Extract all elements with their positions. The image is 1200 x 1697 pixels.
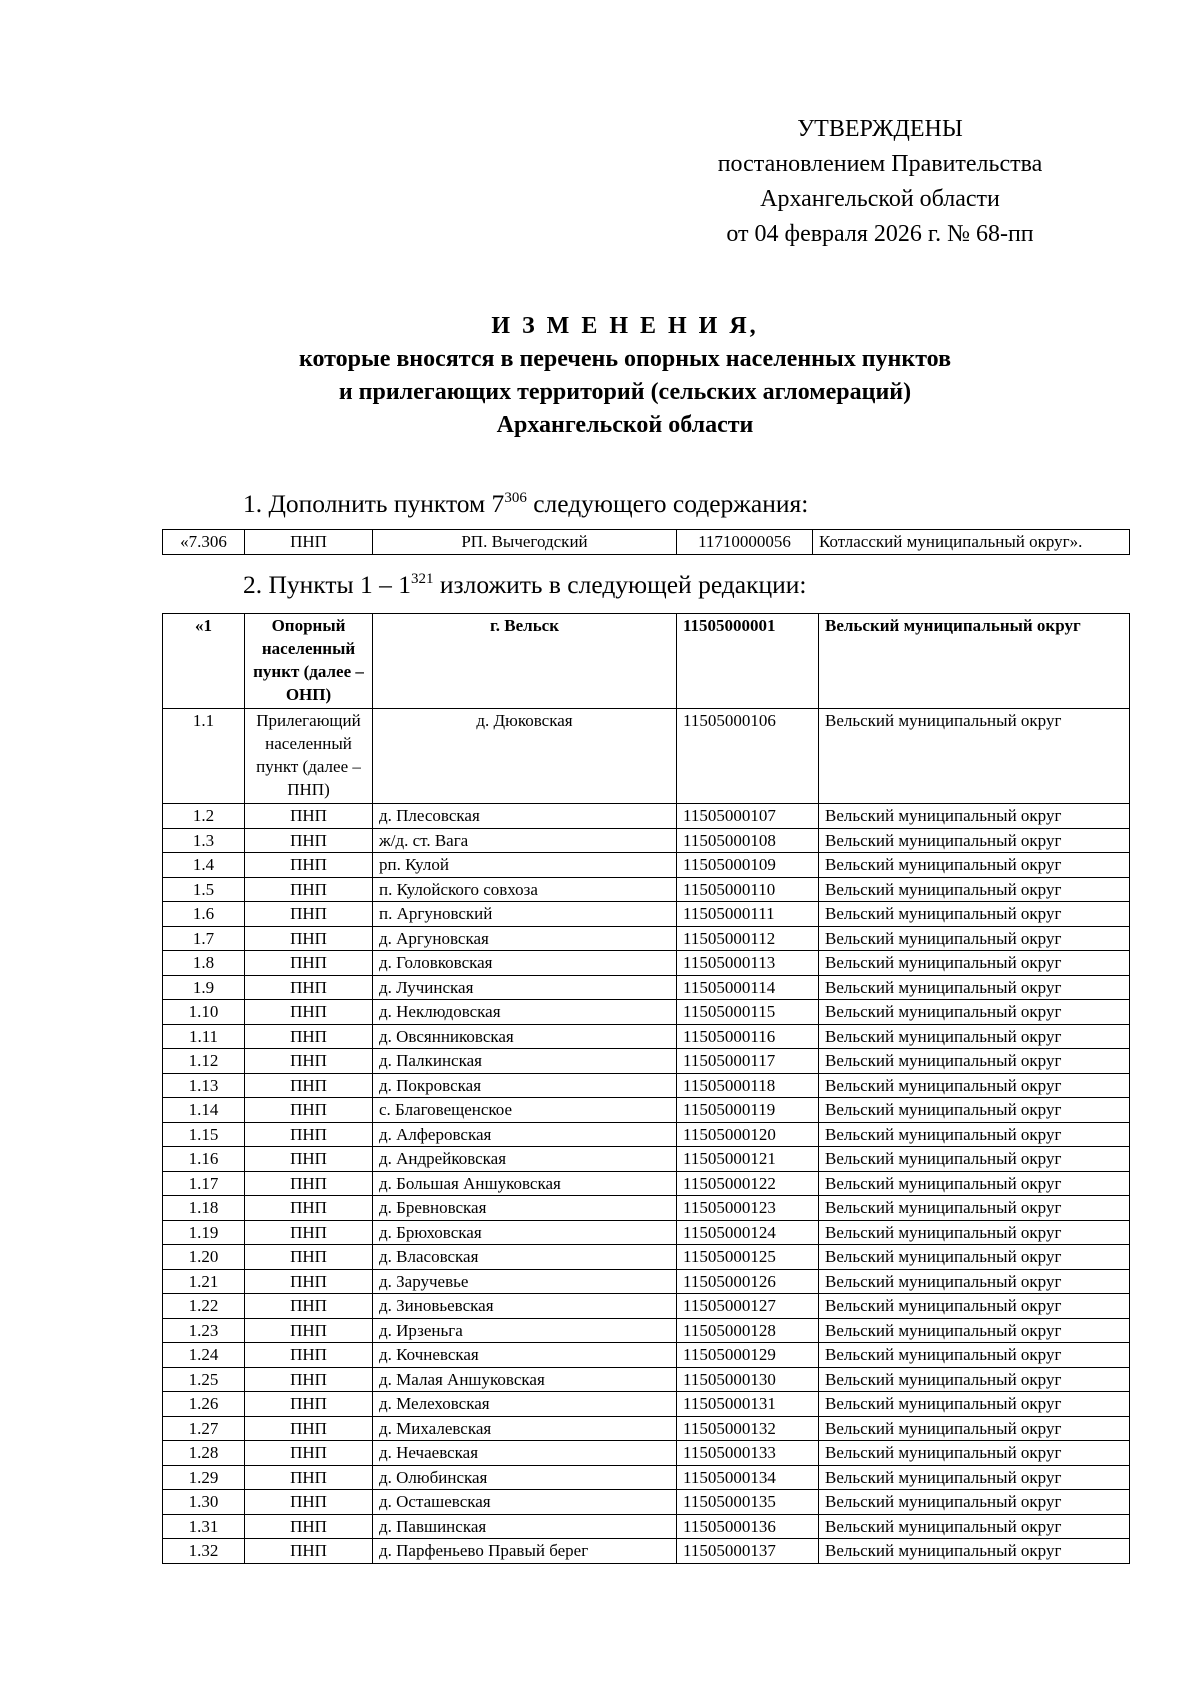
cell-settlement: д. Алферовская (373, 1122, 677, 1147)
item-2-text-before: 2. Пункты 1 – 1 (243, 570, 412, 599)
cell-district: Вельский муниципальный округ (819, 1392, 1130, 1417)
cell-district: Вельский муниципальный округ (819, 951, 1130, 976)
cell-district: Вельский муниципальный округ (819, 1294, 1130, 1319)
table-row (163, 804, 1130, 829)
cell-settlement: д. Малая Аншуковская (373, 1367, 677, 1392)
cell-code: 11505000108 (677, 828, 819, 853)
document-title (160, 310, 1090, 442)
cell-code: 11505000106 (677, 709, 819, 804)
cell-district: Вельский муниципальный округ (819, 828, 1130, 853)
cell-number: 1.12 (163, 1049, 245, 1074)
table-row (163, 1245, 1130, 1270)
cell-number: 1.26 (163, 1392, 245, 1417)
cell-number: 1.28 (163, 1441, 245, 1466)
cell-settlement: д. Покровская (373, 1073, 677, 1098)
cell-code: 11505000117 (677, 1049, 819, 1074)
cell-number: 1.13 (163, 1073, 245, 1098)
cell-number: 1.4 (163, 853, 245, 878)
cell-type: ПНП (245, 1073, 373, 1098)
cell-district: Вельский муниципальный округ (819, 1269, 1130, 1294)
cell-code: 11505000133 (677, 1441, 819, 1466)
table-row (163, 1171, 1130, 1196)
item-1-text (243, 489, 808, 519)
table-row (163, 1073, 1130, 1098)
title-line-2: которые вносятся в перечень опорных населенных пунктов (298, 346, 952, 372)
cell-number: 1.25 (163, 1367, 245, 1392)
cell-number: 1.10 (163, 1000, 245, 1025)
approval-block (660, 112, 1100, 252)
cell-district: Вельский муниципальный округ (819, 853, 1130, 878)
cell-district: Вельский муниципальный округ (819, 1416, 1130, 1441)
cell-code: 11505000110 (677, 877, 819, 902)
cell-number: 1.5 (163, 877, 245, 902)
cell-type: ПНП (245, 1171, 373, 1196)
cell-settlement: д. Головковская (373, 951, 677, 976)
item-1-text-after: следующего содержания: (526, 489, 809, 518)
cell-number: 1.11 (163, 1024, 245, 1049)
cell-type: ПНП (245, 1000, 373, 1025)
cell-settlement: д. Плесовская (373, 804, 677, 829)
cell-type: ПНП (245, 1024, 373, 1049)
cell-code: 11505000126 (677, 1269, 819, 1294)
cell-code: 11505000109 (677, 853, 819, 878)
cell-type: ПНП (245, 975, 373, 1000)
table-row (163, 828, 1130, 853)
table-row (163, 709, 1130, 804)
item-2-text-after: изложить в следующей редакции: (433, 570, 807, 599)
cell-code: 11505000115 (677, 1000, 819, 1025)
cell-code: 11505000107 (677, 804, 819, 829)
cell-type: ПНП (245, 1392, 373, 1417)
approval-line-2: постановлением Правительства (717, 151, 1043, 177)
cell-district: Вельский муниципальный округ (819, 1098, 1130, 1123)
cell-type: ПНП (245, 1343, 373, 1368)
approval-line-1: УТВЕРЖДЕНЫ (797, 116, 963, 142)
cell-number: 1.27 (163, 1416, 245, 1441)
table-row (163, 1392, 1130, 1417)
cell-code: 11505000111 (677, 902, 819, 927)
cell-settlement: д. Палкинская (373, 1049, 677, 1074)
cell-settlement: д. Ирзеньга (373, 1318, 677, 1343)
cell-type: ПНП (245, 853, 373, 878)
cell-settlement: д. Михалевская (373, 1416, 677, 1441)
item-1-superscript: 306 (504, 490, 527, 506)
cell-number: 1.6 (163, 902, 245, 927)
cell-number: 1.22 (163, 1294, 245, 1319)
cell-code: 11505000125 (677, 1245, 819, 1270)
cell-code: 11505000137 (677, 1539, 819, 1564)
table-row (163, 951, 1130, 976)
cell-code: 11505000132 (677, 1416, 819, 1441)
cell-number: 1.23 (163, 1318, 245, 1343)
cell-type: ПНП (245, 1539, 373, 1564)
cell-code: 11505000120 (677, 1122, 819, 1147)
cell-type: ПНП (245, 1318, 373, 1343)
title-line-4: Архангельской области (496, 412, 754, 438)
cell-type: ПНП (245, 1465, 373, 1490)
cell-district: Вельский муниципальный округ (819, 877, 1130, 902)
table-row (163, 1539, 1130, 1564)
cell-code: 11505000136 (677, 1514, 819, 1539)
cell-settlement: д. Лучинская (373, 975, 677, 1000)
cell-number: 1.29 (163, 1465, 245, 1490)
cell-settlement: д. Власовская (373, 1245, 677, 1270)
table-row (163, 1269, 1130, 1294)
table-row (163, 530, 1130, 555)
table-row (163, 1147, 1130, 1172)
cell-type: ПНП (245, 1367, 373, 1392)
cell-settlement: д. Мелеховская (373, 1392, 677, 1417)
cell-district: Вельский муниципальный округ (819, 1024, 1130, 1049)
cell-code: 11505000129 (677, 1343, 819, 1368)
cell-district: Вельский муниципальный округ (819, 1147, 1130, 1172)
cell-district: Вельский муниципальный округ (819, 1122, 1130, 1147)
cell-district: Вельский муниципальный округ (819, 1490, 1130, 1515)
cell-code: 11710000056 (677, 530, 813, 555)
cell-code: 11505000127 (677, 1294, 819, 1319)
cell-type: ПНП (245, 1122, 373, 1147)
cell-district: Вельский муниципальный округ (819, 804, 1130, 829)
cell-district: Вельский муниципальный округ (819, 1000, 1130, 1025)
cell-type: ПНП (245, 1294, 373, 1319)
cell-type: ПНП (245, 902, 373, 927)
cell-settlement: д. Заручевье (373, 1269, 677, 1294)
cell-number: 1.3 (163, 828, 245, 853)
cell-settlement: д. Андрейковская (373, 1147, 677, 1172)
item-1-text-before: 1. Дополнить пунктом 7 (243, 489, 505, 518)
cell-code: 11505000128 (677, 1318, 819, 1343)
table-row (163, 1294, 1130, 1319)
cell-code: 11505000118 (677, 1073, 819, 1098)
table-row (163, 1000, 1130, 1025)
cell-number: 1.15 (163, 1122, 245, 1147)
cell-number: 1.17 (163, 1171, 245, 1196)
cell-settlement: п. Аргуновский (373, 902, 677, 927)
cell-code: 11505000112 (677, 926, 819, 951)
cell-number: 1.21 (163, 1269, 245, 1294)
table-row (163, 1098, 1130, 1123)
cell-district: Вельский муниципальный округ (819, 902, 1130, 927)
table-row (163, 1196, 1130, 1221)
cell-number: 1.20 (163, 1245, 245, 1270)
cell-settlement: д. Неклюдовская (373, 1000, 677, 1025)
cell-district: Вельский муниципальный округ (819, 1220, 1130, 1245)
cell-district: Вельский муниципальный округ (819, 975, 1130, 1000)
cell-type: ПНП (245, 1049, 373, 1074)
cell-settlement: с. Благовещенское (373, 1098, 677, 1123)
cell-district: Вельский муниципальный округ (819, 1245, 1130, 1270)
cell-district: Вельский муниципальный округ (819, 614, 1130, 709)
cell-settlement: д. Брюховская (373, 1220, 677, 1245)
cell-code: 11505000113 (677, 951, 819, 976)
cell-settlement: д. Овсянниковская (373, 1024, 677, 1049)
cell-number: 1.8 (163, 951, 245, 976)
cell-number: 1.2 (163, 804, 245, 829)
cell-code: 11505000135 (677, 1490, 819, 1515)
cell-number: 1.19 (163, 1220, 245, 1245)
cell-code: 11505000114 (677, 975, 819, 1000)
cell-type: ПНП (245, 530, 373, 555)
cell-type: ПНП (245, 804, 373, 829)
cell-settlement: г. Вельск (373, 614, 677, 709)
cell-district: Вельский муниципальный округ (819, 1441, 1130, 1466)
table-row (163, 1049, 1130, 1074)
cell-number: 1.24 (163, 1343, 245, 1368)
cell-type: ПНП (245, 1196, 373, 1221)
cell-settlement: д. Кочневская (373, 1343, 677, 1368)
cell-settlement: д. Олюбинская (373, 1465, 677, 1490)
cell-district: Вельский муниципальный округ (819, 1343, 1130, 1368)
table-row (163, 1122, 1130, 1147)
table-row (163, 1318, 1130, 1343)
cell-number: 1.7 (163, 926, 245, 951)
cell-number: 1.16 (163, 1147, 245, 1172)
cell-settlement: д. Нечаевская (373, 1441, 677, 1466)
cell-settlement: д. Дюковская (373, 709, 677, 804)
cell-code: 11505000124 (677, 1220, 819, 1245)
table-row (163, 1465, 1130, 1490)
cell-type: ПНП (245, 1245, 373, 1270)
table-row (163, 877, 1130, 902)
cell-type: ПНП (245, 1220, 373, 1245)
cell-code: 11505000122 (677, 1171, 819, 1196)
table-row (163, 614, 1130, 709)
table-row (163, 1416, 1130, 1441)
cell-type: ПНП (245, 926, 373, 951)
table-row (163, 926, 1130, 951)
approval-line-4: от 04 февраля 2026 г. № 68-пп (726, 221, 1034, 247)
cell-type: ПНП (245, 1269, 373, 1294)
cell-type: ПНП (245, 1147, 373, 1172)
item-2-superscript: 321 (411, 571, 434, 587)
cell-number: 1.14 (163, 1098, 245, 1123)
title-line-3: и прилегающих территорий (сельских агломераций) (338, 379, 912, 405)
cell-type: ПНП (245, 1416, 373, 1441)
cell-settlement: д. Павшинская (373, 1514, 677, 1539)
cell-type: ПНП (245, 951, 373, 976)
cell-type: ПНП (245, 828, 373, 853)
cell-type: Опорный населенный пункт (далее – ОНП) (245, 614, 373, 709)
cell-district: Вельский муниципальный округ (819, 1196, 1130, 1221)
cell-district: Вельский муниципальный округ (819, 1539, 1130, 1564)
cell-district: Вельский муниципальный округ (819, 709, 1130, 804)
table-row (163, 1220, 1130, 1245)
cell-number: «7.306 (163, 530, 245, 555)
cell-type: Прилегающий населенный пункт (далее – ПНП) (245, 709, 373, 804)
cell-district: Вельский муниципальный округ (819, 926, 1130, 951)
cell-settlement: д. Бревновская (373, 1196, 677, 1221)
cell-number: 1.32 (163, 1539, 245, 1564)
cell-settlement: рп. Кулой (373, 853, 677, 878)
cell-code: 11505000134 (677, 1465, 819, 1490)
cell-district: Вельский муниципальный округ (819, 1318, 1130, 1343)
table-row (163, 1514, 1130, 1539)
table-row (163, 975, 1130, 1000)
cell-type: ПНП (245, 1490, 373, 1515)
cell-district: Вельский муниципальный округ (819, 1514, 1130, 1539)
cell-type: ПНП (245, 1098, 373, 1123)
table-row (163, 1343, 1130, 1368)
approval-line-3: Архангельской области (760, 186, 1000, 212)
cell-settlement: д. Большая Аншуковская (373, 1171, 677, 1196)
cell-code: 11505000130 (677, 1367, 819, 1392)
cell-code: 11505000001 (677, 614, 819, 709)
cell-settlement: д. Осташевская (373, 1490, 677, 1515)
cell-number: 1.30 (163, 1490, 245, 1515)
cell-settlement: РП. Вычегодский (373, 530, 677, 555)
table-body (163, 804, 1130, 1564)
cell-number: 1.18 (163, 1196, 245, 1221)
table-row (163, 1024, 1130, 1049)
cell-settlement: п. Кулойского совхоза (373, 877, 677, 902)
cell-district: Вельский муниципальный округ (819, 1465, 1130, 1490)
table-row (163, 1367, 1130, 1392)
title-heading: И З М Е Н Е Н И Я, (491, 313, 759, 339)
cell-district: Вельский муниципальный округ (819, 1073, 1130, 1098)
settlements-table (162, 613, 1130, 1564)
cell-number: 1.31 (163, 1514, 245, 1539)
cell-code: 11505000123 (677, 1196, 819, 1221)
cell-code: 11505000116 (677, 1024, 819, 1049)
cell-number: «1 (163, 614, 245, 709)
cell-settlement: д. Аргуновская (373, 926, 677, 951)
cell-settlement: д. Парфеньево Правый берег (373, 1539, 677, 1564)
cell-settlement: д. Зиновьевская (373, 1294, 677, 1319)
cell-code: 11505000119 (677, 1098, 819, 1123)
cell-district: Котласский муниципальный округ». (813, 530, 1130, 555)
table-row (163, 853, 1130, 878)
cell-type: ПНП (245, 1514, 373, 1539)
cell-settlement: ж/д. ст. Вага (373, 828, 677, 853)
item-1-table (162, 529, 1130, 555)
table-row (163, 1490, 1130, 1515)
cell-type: ПНП (245, 877, 373, 902)
item-2-text (243, 570, 807, 600)
cell-code: 11505000131 (677, 1392, 819, 1417)
cell-number: 1.1 (163, 709, 245, 804)
cell-district: Вельский муниципальный округ (819, 1171, 1130, 1196)
cell-district: Вельский муниципальный округ (819, 1049, 1130, 1074)
cell-type: ПНП (245, 1441, 373, 1466)
table-row (163, 902, 1130, 927)
table-row (163, 1441, 1130, 1466)
cell-code: 11505000121 (677, 1147, 819, 1172)
cell-number: 1.9 (163, 975, 245, 1000)
cell-district: Вельский муниципальный округ (819, 1367, 1130, 1392)
